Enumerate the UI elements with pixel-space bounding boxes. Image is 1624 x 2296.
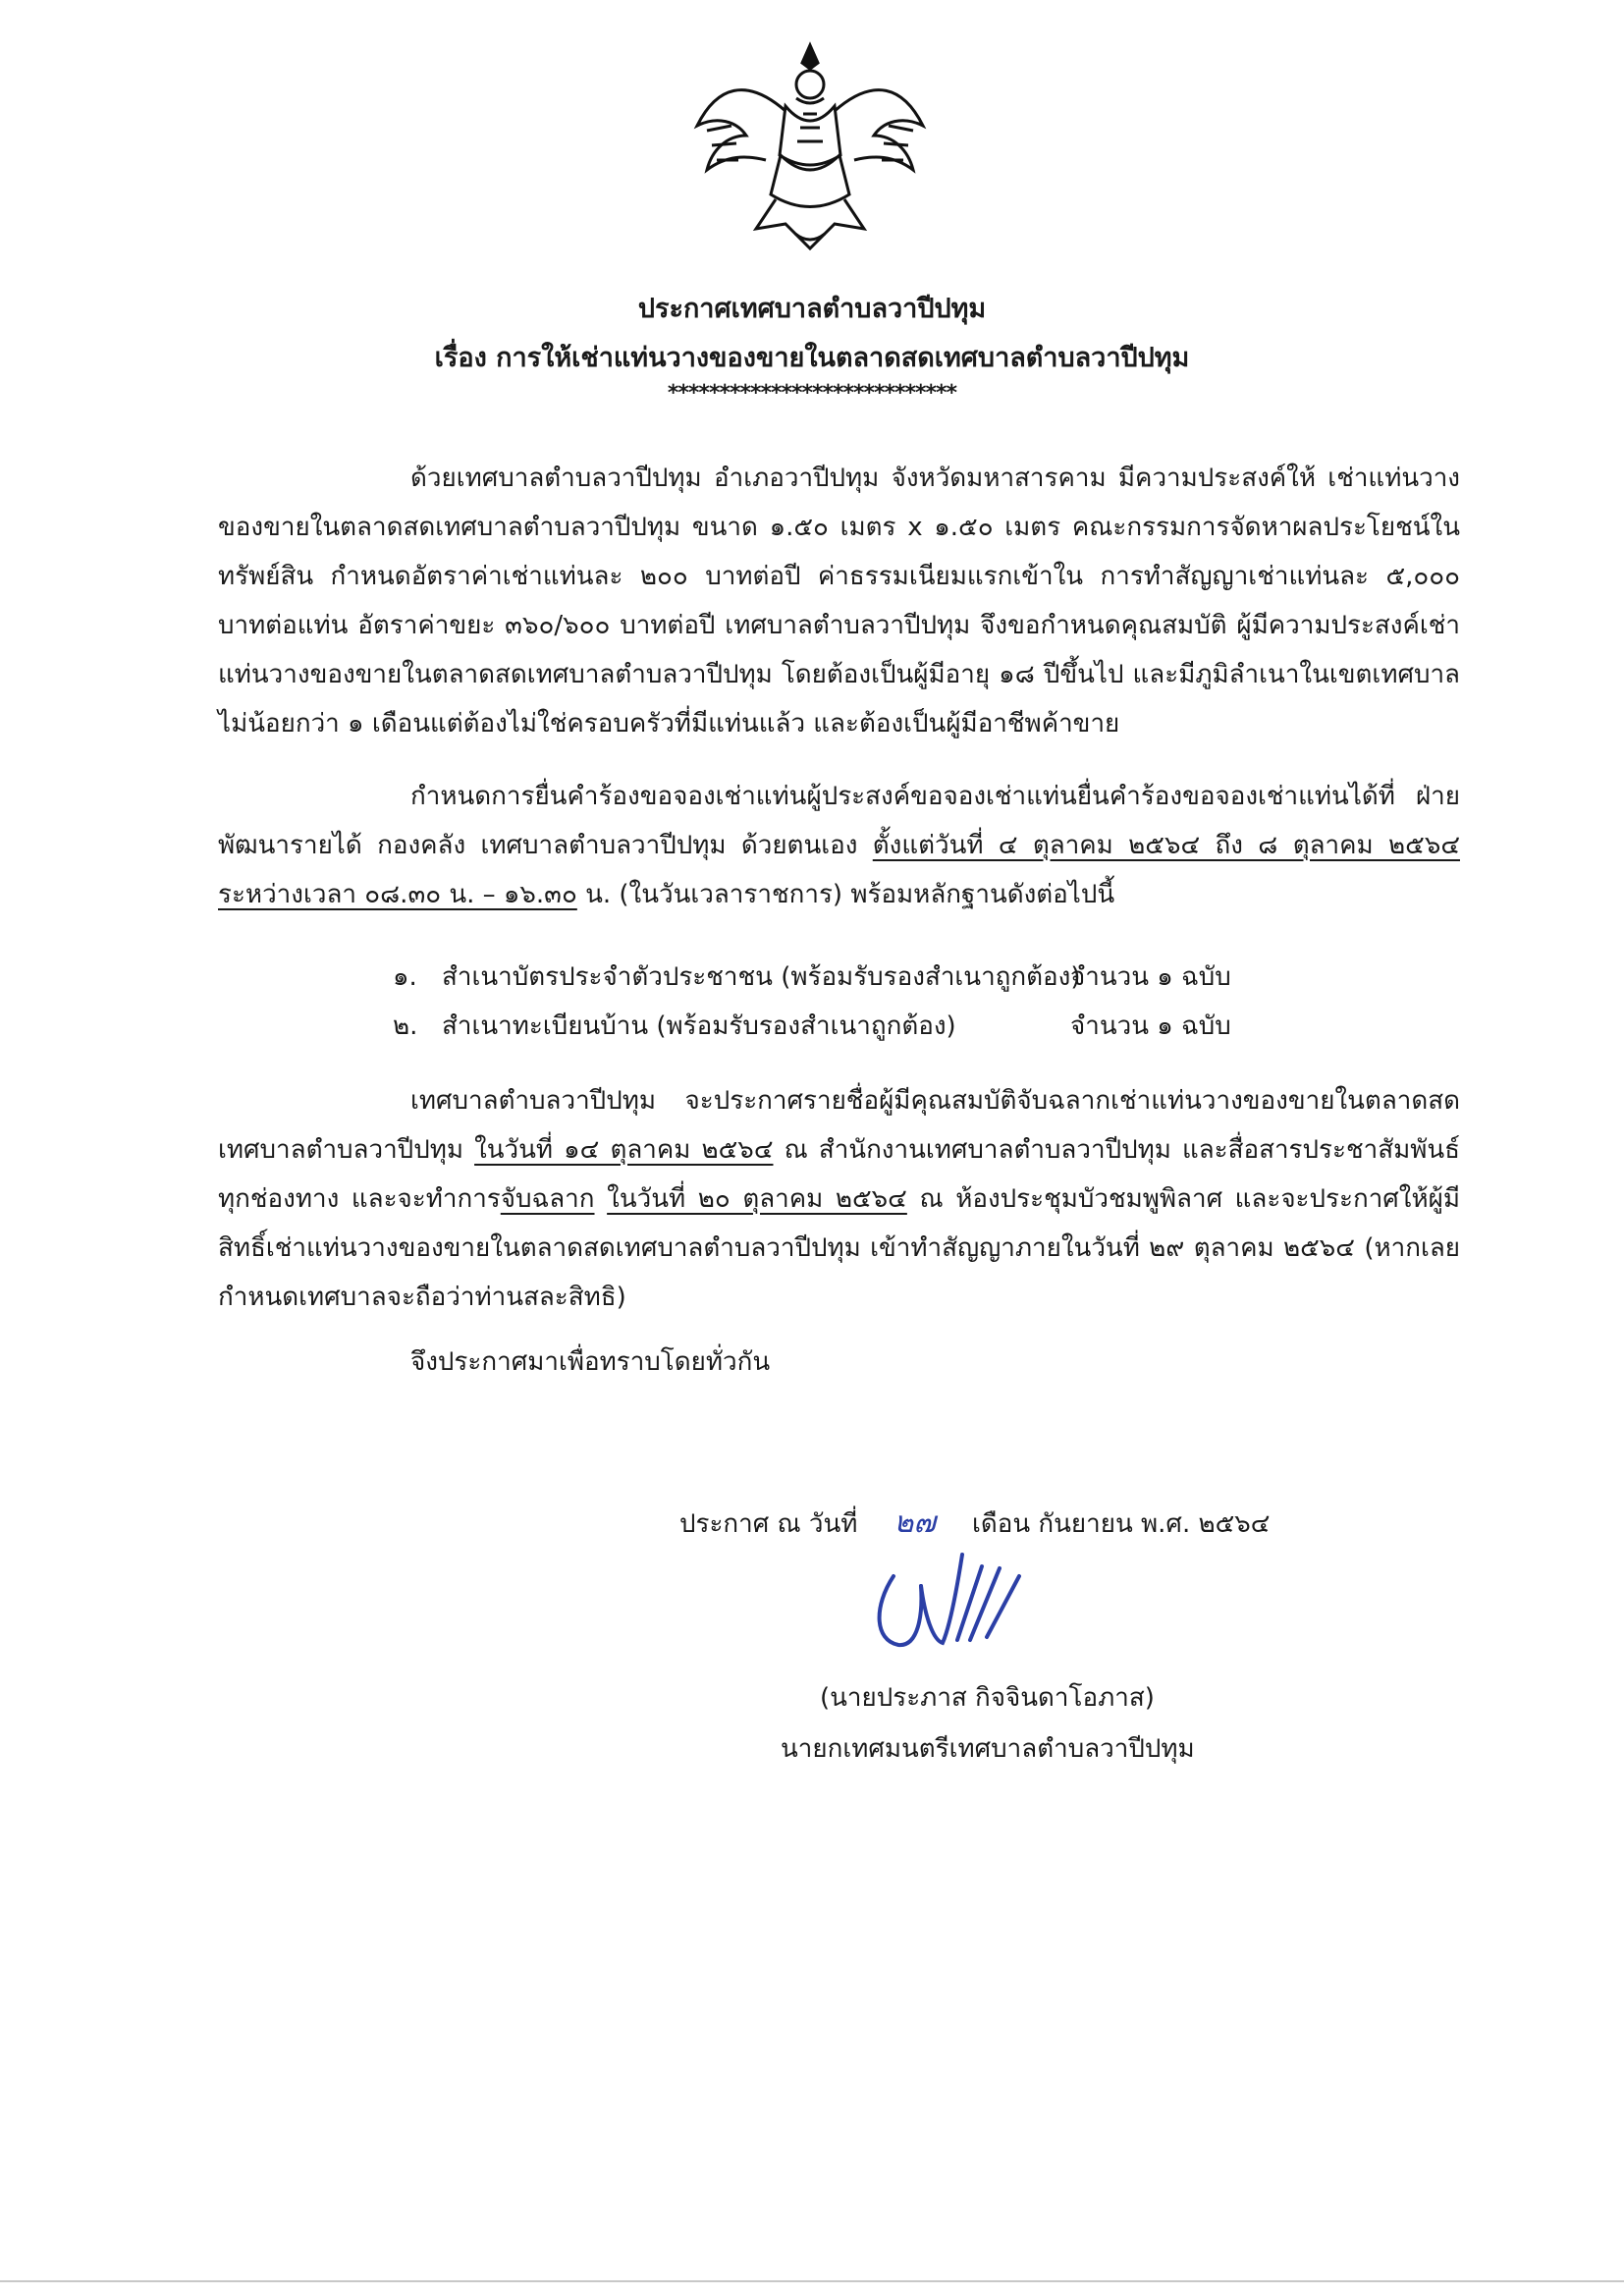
lottery-text-b: ณ สำนักงานเทศบาลตำบลวาปีปทุม และสื่อสารประชาสัมพันธ์ทุกช่องทาง และจะทำการ	[218, 1135, 1460, 1214]
lottery-text-d: ณ ห้องประชุมบัวชมพูพิลาศ และจะประกาศให้ผู้มีสิทธิ์เช่าแท่นวางของขายในตลาดสดเทศบาลตำบลวาปีปทุม เข้าทำสัญญาภายในวันที่ ๒๙ ตุลาคม ๒๕๖๔ (หากเลยกำหนดเทศบาลจะถือว่าท่านสละสิทธิ)	[218, 1184, 1461, 1312]
signatory-position: นายกเทศมนตรีเทศบาลตำบลวาปีปทุม	[781, 1734, 1195, 1764]
list-item-text: สำเนาทะเบียนบ้าน (พร้อมรับรองสำเนาถูกต้อง)	[442, 1011, 956, 1041]
announcement-date-line	[679, 1500, 1270, 1546]
date-prefix: ประกาศ ณ วันที่	[679, 1509, 858, 1539]
application-text: กำหนดการยื่นคำร้องขอจองเช่าแท่นผู้ประสงค์ขอจองเช่าแท่นยื่นคำร้องขอจองเช่าแท่นได้ที่ ฝ่ายพัฒนารายได้ กองคลัง เทศบาลตำบลวาปีปทุม ด้วยตนเอง	[218, 782, 1460, 860]
lottery-word: จับฉลาก	[500, 1184, 595, 1214]
announcement-subject: เรื่อง การให้เช่าแท่นวางของขายในตลาดสดเทศบาลตำบลวาปีปทุม	[434, 343, 1190, 373]
lottery-date: ในวันที่ ๒๐ ตุลาคม ๒๕๖๔	[607, 1184, 907, 1214]
garuda-emblem-icon	[687, 37, 933, 258]
paragraph-application-period	[218, 772, 1460, 919]
title-separator: ****************************	[667, 381, 957, 406]
date-suffix: เดือน กันยายน พ.ศ. ๒๕๖๔	[971, 1509, 1271, 1539]
signature-icon	[864, 1547, 1031, 1655]
lottery-text-a: เทศบาลตำบลวาปีปทุม จะประกาศรายชื่อผู้มีคุณสมบัติจับฉลากเช่าแท่นวางของขายในตลาดสดเทศบาลตำบลวาปีปทุม	[218, 1086, 1460, 1165]
announcement-date: ในวันที่ ๑๔ ตุลาคม ๒๕๖๔	[474, 1135, 774, 1165]
announcement-title: ประกาศเทศบาลตำบลวาปีปทุม	[637, 294, 987, 324]
list-item-quantity: จำนวน ๑ ฉบับ	[1070, 1011, 1231, 1041]
list-item-number: ๑.	[393, 962, 417, 992]
list-item-text: สำเนาบัตรประจำตัวประชาชน (พร้อมรับรองสำเนาถูกต้อง)	[442, 962, 1081, 992]
paragraph-lottery	[218, 1076, 1460, 1322]
list-item	[393, 957, 1231, 997]
application-text-end: น. (ในวันเวลาราชการ) พร้อมหลักฐานดังต่อไปนี้	[576, 880, 1115, 909]
lottery-space	[595, 1184, 608, 1214]
handwritten-day: ๒๗	[893, 1505, 936, 1540]
paragraph-intro: ด้วยเทศบาลตำบลวาปีปทุม อำเภอวาปีปทุม จังหวัดมหาสารคาม มีความประสงค์ให้ เช่าแท่นวางของขายในตลาดสดเทศบาลตำบลวาปีปทุม ขนาด ๑.๕๐ เมตร x ๑.๕๐ เมตร คณะกรรมการจัดหาผลประโยชน์ในทรัพย์สิน กำหนดอัตราค่าเช่าแท่นละ ๒๐๐ บาทต่อปี ค่าธรรมเนียมแรกเข้าใน การทำสัญญาเช่าแท่นละ ๕,๐๐๐ บาทต่อแท่น อัตราค่าขยะ ๓๖๐/๖๐๐ บาทต่อปี เทศบาลตำบลวาปีปทุม จึงขอกำหนดคุณสมบัติ ผู้มีความประสงค์เช่าแท่นวางของขายในตลาดสดเทศบาลตำบลวาปีปทุม โดยต้องเป็นผู้มีอายุ ๑๘ ปีขึ้นไป และมีภูมิลำเนาในเขตเทศบาลไม่น้อยกว่า ๑ เดือนแต่ต้องไม่ใช่ครอบครัวที่มีแท่นแล้ว และต้องเป็นผู้มีอาชีพค้าขาย	[218, 464, 1460, 738]
application-dates: ตั้งแต่วันที่ ๔ ตุลาคม ๒๕๖๔ ถึง ๘ ตุลาคม ๒๕๖๔ ระหว่างเวลา ๐๘.๓๐ น. – ๑๖.๓๐	[218, 831, 1460, 909]
signatory-name: (นายประภาส กิจจินดาโอภาส)	[820, 1683, 1155, 1713]
list-item-quantity: จำนวน ๑ ฉบับ	[1070, 962, 1231, 992]
list-item-number: ๒.	[393, 1011, 418, 1041]
paragraph-closing: จึงประกาศมาเพื่อทราบโดยทั่วกัน	[410, 1347, 771, 1377]
list-item	[393, 1006, 1231, 1046]
scan-edge-divider	[0, 2280, 1624, 2282]
